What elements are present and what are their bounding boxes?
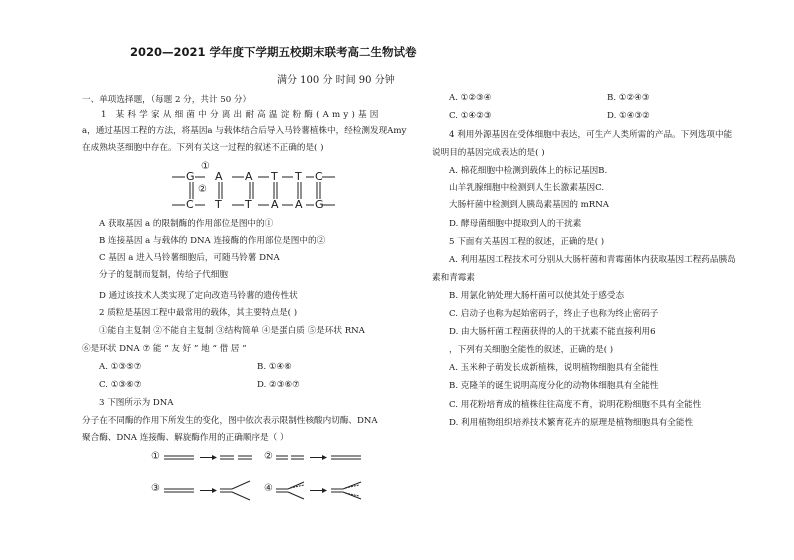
q3-option-c: C. ①④②③ <box>449 111 492 121</box>
q3-stem-line2: 分子在不同酶的作用下所发生的变化，图中依次表示限制性核酸内切酶、DNA <box>82 416 378 426</box>
q6-stem: ，下列有关细胞全能性的叙述，正确的是( ) <box>449 345 614 355</box>
q4-option-c: 大肠杆菌中检测到人胰岛素基因的 mRNA <box>449 200 609 210</box>
page-title: 2020—2021 学年度下学期五校期末联考高二生物试卷 <box>130 45 417 59</box>
dna-diagram-2 <box>276 452 366 466</box>
q5-option-b: B. 用氯化钠处理大肠杆菌可以使其处于感受态 <box>449 291 625 301</box>
page-subtitle: 满分 100 分 时间 90 分钟 <box>277 75 395 86</box>
dna-diagram-4 <box>276 480 366 502</box>
q3-option-a: A. ①②③④ <box>449 93 492 103</box>
q1-stem-line3: 在成熟块茎细胞中存在。下列有关这一过程的叙述不正确的是( ) <box>82 143 324 153</box>
q6-option-c: C. 用花粉培育成的植株往往高度不育，说明花粉细胞不具有全能性 <box>449 400 702 410</box>
q4-option-d: D. 酵母菌细胞中提取到人的干扰素 <box>449 219 582 229</box>
q4-option-a: A. 棉花细胞中检测到载体上的标记基因B. <box>449 166 608 176</box>
q5-option-d: D. 由大肠杆菌工程菌获得的人的干扰素不能直接利用6 <box>449 327 656 337</box>
top-base: A <box>215 170 223 183</box>
q6-option-a: A. 玉米种子萌发长成新植株，说明植物细胞具有全能性 <box>449 363 659 373</box>
q1-stem-line1: 1 某科学家从细菌中分离出耐高温淀粉酶(Amy)基因 <box>101 110 382 120</box>
q3-stem-line3: 聚合酶、DNA 连接酶、解旋酶作用的正确顺序是（ ） <box>82 433 289 443</box>
q1-option-c: C 基因 a 进入马铃薯细胞后，可随马铃薯 DNA <box>99 253 280 263</box>
q2-option-a: A. ①③⑤⑦ <box>99 362 142 372</box>
q1-option-c-cont: 分子的复制而复制，传给子代细胞 <box>99 270 228 280</box>
q4-stem-line2: 说明目的基因完成表达的是( ) <box>432 148 545 158</box>
q2-option-d: D. ②③⑥⑦ <box>257 380 300 390</box>
q4-stem-line1: 4 利用外源基因在受体细胞中表达，可生产人类所需的产品。下列选项中能 <box>449 130 733 140</box>
bottom-base: T <box>245 198 252 211</box>
bottom-base: A <box>295 198 303 211</box>
q1-option-d: D 通过该技术人类实现了定向改造马铃薯的遗传性状 <box>99 291 298 301</box>
q2-option-c: C. ①③⑥⑦ <box>99 380 142 390</box>
top-base: T <box>271 170 278 183</box>
q1-stem-line2: a，通过基因工程的方法，将基因a 与载体结合后导入马铃薯植株中，经检测发现Amy <box>82 126 407 136</box>
bottom-base: C <box>186 198 194 211</box>
bond-marker-2: ② <box>198 184 207 195</box>
figure-label-2: ② <box>264 451 273 462</box>
figure-label-1: ① <box>151 451 160 462</box>
bottom-base: T <box>215 198 222 211</box>
q1-option-b: B 连接基因 a 与载体的 DNA 连接酶的作用部位是图中的② <box>99 236 326 246</box>
q1-option-a: A 获取基因 a 的限制酶的作用部位是图中的① <box>99 219 274 229</box>
figure-label-3: ③ <box>151 483 160 494</box>
cut-site-marker-1: ① <box>201 161 210 172</box>
q3-stem-line1: 3 下图所示为 DNA <box>99 398 174 408</box>
q5-option-a-cont: 素和青霉素 <box>432 273 475 283</box>
top-base: A <box>245 170 253 183</box>
q5-stem: 5 下面有关基因工程的叙述，正确的是( ) <box>449 237 605 247</box>
bottom-base: G <box>315 198 324 211</box>
top-base: C <box>315 170 323 183</box>
q5-option-a: A. 利用基因工程技术可分别从大肠杆菌和青霉菌体内获取基因工程药品胰岛 <box>449 255 736 265</box>
q3-option-d: D. ①④③② <box>607 111 650 121</box>
q2-features-line2: ⑥是环状 DNA ⑦ 能 “ 友 好 ” 地 “ 借 居 ” <box>82 344 247 354</box>
q4-option-b: 山羊乳腺细胞中检测到人生长激素基因C. <box>449 183 605 193</box>
figure-label-4: ④ <box>264 483 273 494</box>
top-base: T <box>295 170 302 183</box>
section-heading: 一、单项选择题，（每题 2 分，共计 50 分） <box>82 95 252 105</box>
q5-option-c: C. 启动子也称为起始密码子，终止子也称为终止密码子 <box>449 309 659 319</box>
dna-diagram-1 <box>164 452 254 466</box>
dna-diagram-3 <box>164 480 254 502</box>
q6-option-b: B. 克隆羊的诞生说明高度分化的动物体细胞具有全能性 <box>449 381 659 391</box>
q3-option-b: B. ①②④③ <box>607 93 650 103</box>
q2-features-line1: ①能自主复制 ②不能自主复制 ③结构简单 ④是蛋白质 ⑤是环状 RNA <box>99 326 365 336</box>
bottom-base: A <box>271 198 279 211</box>
top-base: G <box>186 170 195 183</box>
q2-stem: 2 质粒是基因工程中最常用的载体，其主要特点是( ) <box>99 308 298 318</box>
q6-option-d: D. 利用植物组织培养技术繁育花卉的原理是植物细胞具有全能性 <box>449 418 694 428</box>
q2-option-b: B. ①④⑥ <box>257 362 292 372</box>
